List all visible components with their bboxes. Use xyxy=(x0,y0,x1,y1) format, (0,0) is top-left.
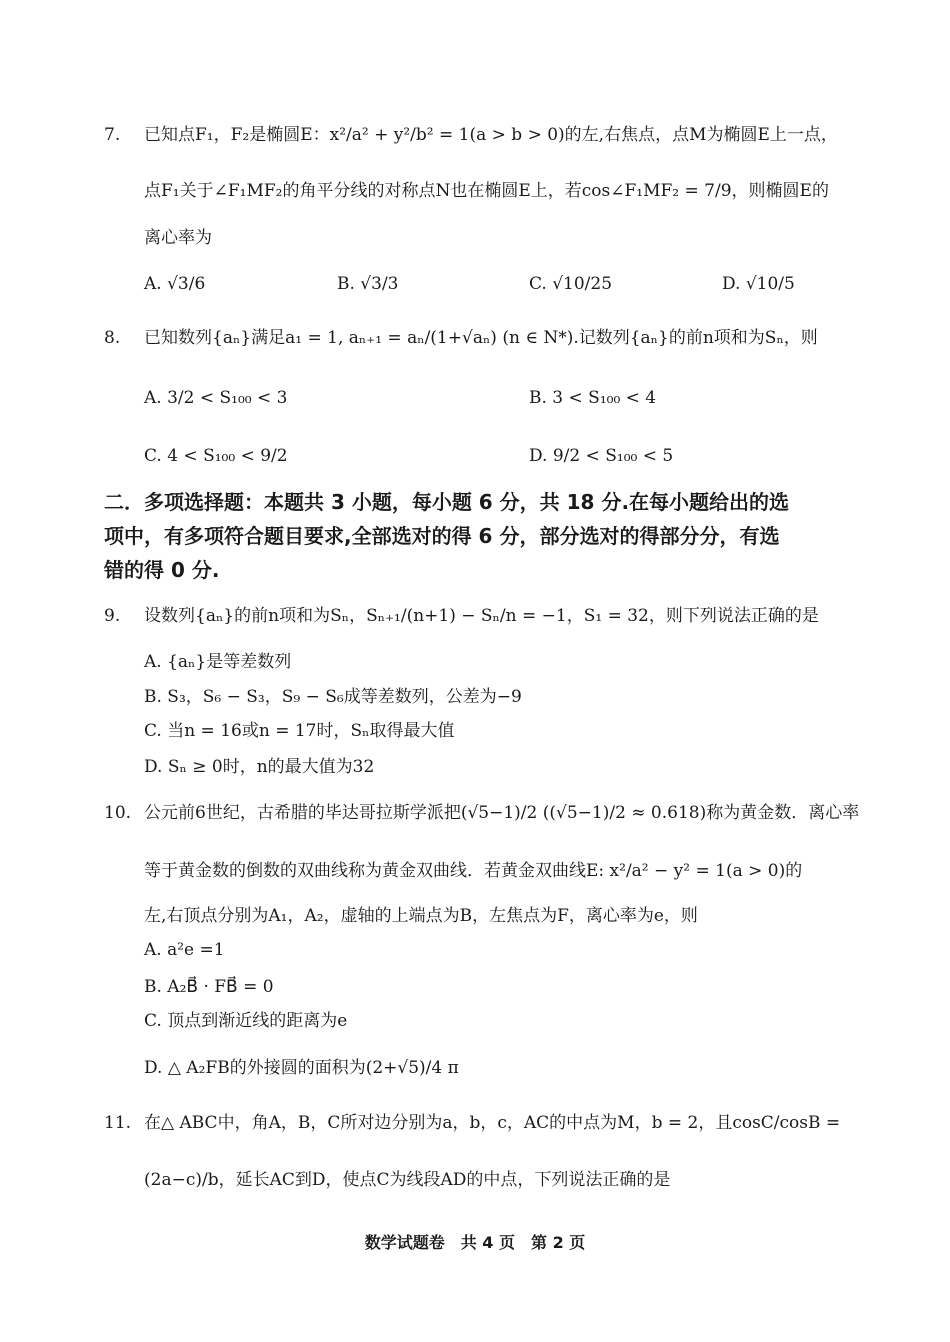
q7-line3: 离心率为 xyxy=(144,228,212,248)
q7-line2: 点F₁关于∠F₁MF₂的角平分线的对称点N也在椭圆E上，若cos∠F₁MF₂ = 7/9，则椭圆E的 xyxy=(144,181,829,201)
q10-option-a: A. a²e =1 xyxy=(144,940,225,960)
q8-option-a: A. 3/2 < S₁₀₀ < 3 xyxy=(144,388,288,408)
page-footer: 数学试题卷 共 4 页 第 2 页 xyxy=(364,1233,586,1252)
q11-line2: (2a−c)/b，延长AC到D，使点C为线段AD的中点，下列说法正确的是 xyxy=(144,1170,671,1190)
q10-option-c: C. 顶点到渐近线的距离为e xyxy=(144,1011,348,1031)
q11-line1: 在△ ABC中，角A，B，C所对边分别为a，b，c，AC的中点为M，b = 2，且cosC/cosB = xyxy=(144,1113,841,1133)
q11-number: 11. xyxy=(104,1113,132,1133)
q7-number: 7. xyxy=(104,125,121,145)
q8-option-d: D. 9/2 < S₁₀₀ < 5 xyxy=(529,446,674,466)
q10-number: 10. xyxy=(104,803,132,823)
q9-option-a: A. {aₙ}是等差数列 xyxy=(144,652,292,672)
q7-option-b: B. √3/3 xyxy=(337,274,399,294)
q9-option-b: B. S₃，S₆ − S₃，S₉ − S₆成等差数列，公差为−9 xyxy=(144,687,522,707)
q9-number: 9. xyxy=(104,606,121,626)
q10-line1: 公元前6世纪，古希腊的毕达哥拉斯学派把(√5−1)/2 ((√5−1)/2 ≈ 0.618)称为黄金数．离心率 xyxy=(144,803,860,823)
q10-line2: 等于黄金数的倒数的双曲线称为黄金双曲线．若黄金双曲线E: x²/a² − y² = 1(a > 0)的 xyxy=(144,861,803,881)
q10-option-b: B. A₂B⃗ · FB⃗ = 0 xyxy=(144,977,274,997)
q8-option-c: C. 4 < S₁₀₀ < 9/2 xyxy=(144,446,288,466)
q10-line3: 左,右顶点分别为A₁，A₂，虚轴的上端点为B，左焦点为F，离心率为e，则 xyxy=(144,906,698,926)
q7-option-c: C. √10/25 xyxy=(529,274,613,294)
section-heading-line1: 二．多项选择题：本题共 3 小题，每小题 6 分，共 18 分.在每小题给出的选 xyxy=(104,490,790,514)
q7-option-a: A. √3/6 xyxy=(144,274,206,294)
q9-line1: 设数列{aₙ}的前n项和为Sₙ，Sₙ₊₁/(n+1) − Sₙ/n = −1，S₁ = 32，则下列说法正确的是 xyxy=(144,606,819,626)
q10-option-d: D. △ A₂FB的外接圆的面积为(2+√5)/4 π xyxy=(144,1058,459,1078)
q9-option-d: D. Sₙ ≥ 0时，n的最大值为32 xyxy=(144,757,375,777)
q8-option-b: B. 3 < S₁₀₀ < 4 xyxy=(529,388,657,408)
q7-option-d: D. √10/5 xyxy=(722,274,795,294)
section-heading-line2: 项中，有多项符合题目要求,全部选对的得 6 分，部分选对的得部分分，有选 xyxy=(104,524,780,548)
q7-line1: 已知点F₁，F₂是椭圆E：x²/a² + y²/b² = 1(a > b > 0)的左,右焦点，点M为椭圆E上一点， xyxy=(144,125,838,145)
q9-option-c: C. 当n = 16或n = 17时，Sₙ取得最大值 xyxy=(144,721,455,741)
q8-line1: 已知数列{aₙ}满足a₁ = 1, aₙ₊₁ = aₙ/(1+√aₙ) (n ∈ N*).记数列{aₙ}的前n项和为Sₙ，则 xyxy=(144,328,818,348)
q8-number: 8. xyxy=(104,328,121,348)
section-heading-line3: 错的得 0 分. xyxy=(104,558,220,582)
